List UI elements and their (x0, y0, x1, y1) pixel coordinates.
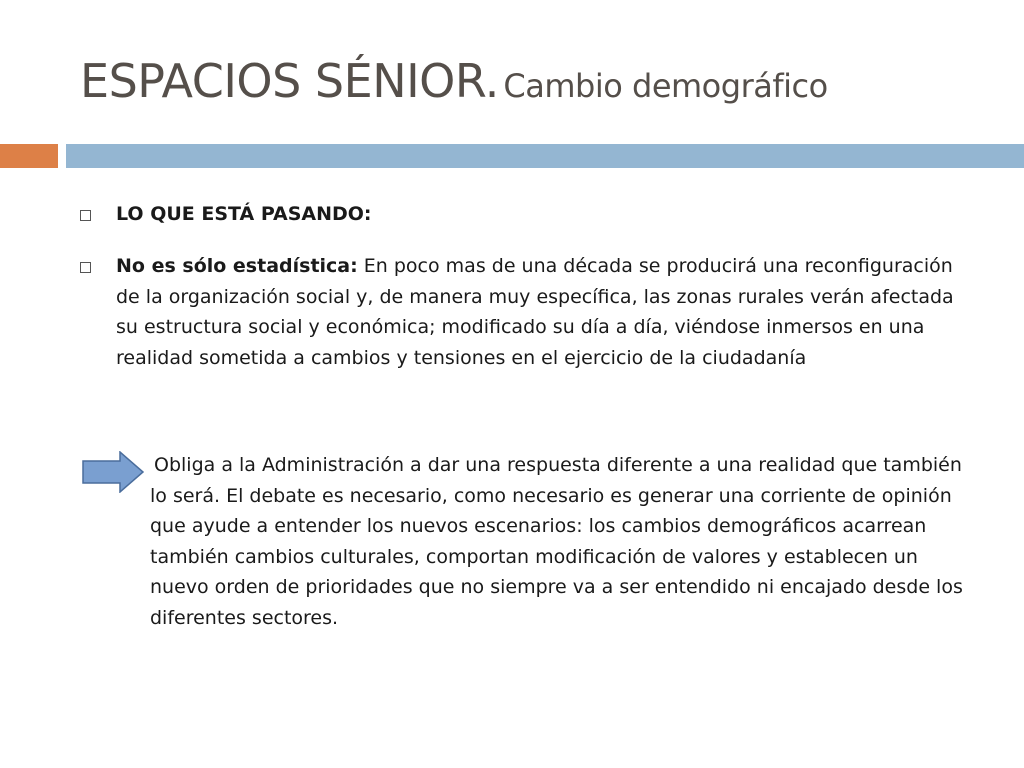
bullet-paragraph-lead: No es sólo estadística: (116, 255, 358, 277)
slide-title (80, 54, 828, 108)
square-bullet-icon (80, 210, 91, 221)
right-arrow-icon (82, 451, 144, 493)
arrow-paragraph: Obliga a la Administración a dar una respuesta diferente a una realidad que también lo será. El debate es necesario, como necesario es generar una corriente de opinión que ayude a entender los nuevos escenarios: los cambios demográficos acarrean también cambios culturales, comportan modificación de valores y establecen un nuevo orden de prioridades que no siempre va a ser entendido ni encajado desde los diferentes sectores. (150, 454, 963, 629)
accent-bar-orange (0, 144, 58, 168)
accent-bar-blue (66, 144, 1024, 168)
square-bullet-icon (80, 262, 91, 273)
title-subtitle: Cambio demográfico (503, 67, 828, 105)
bullet-paragraph (116, 251, 961, 373)
bullet-paragraph-body: En poco mas de una década se producirá una reconfiguración de la organización social y, de manera muy específica, las zonas rurales verán afectada su estructura social y económica; modificado su día a día, viéndose inmersos en una realidad sometida a cambios y tensiones en el ejercicio de la ciudadanía (116, 255, 954, 369)
title-main: ESPACIOS SÉNIOR. (80, 54, 499, 108)
bullet-heading: LO QUE ESTÁ PASANDO: (116, 203, 372, 225)
